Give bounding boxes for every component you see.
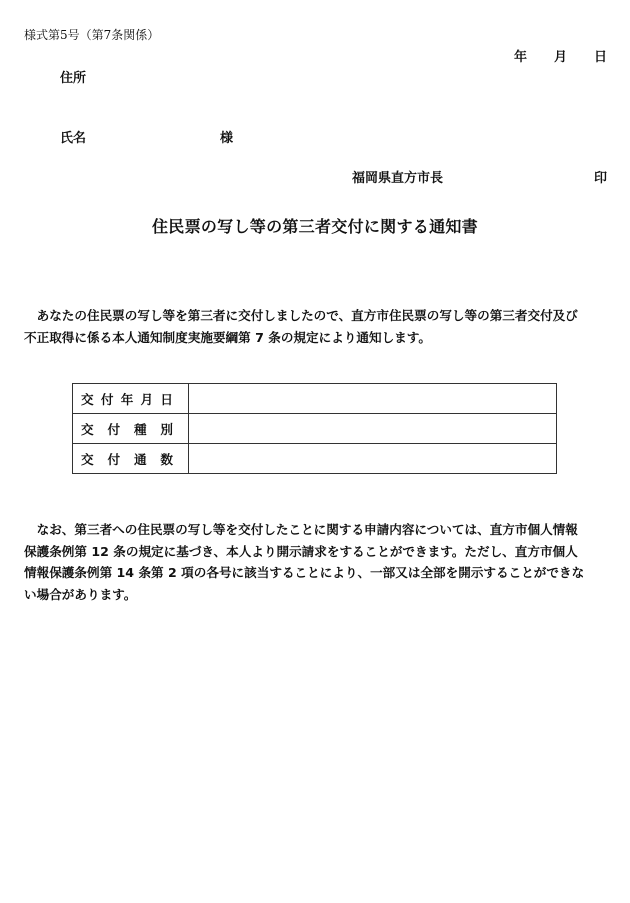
date-day-label: 日: [594, 50, 608, 65]
label-char: 日: [160, 392, 173, 407]
table-row: [73, 384, 557, 414]
issue-date-value: [189, 384, 557, 414]
label-char: 月: [140, 392, 154, 407]
table-row: [73, 444, 557, 474]
note-line: 情報保護条例第 14 条第 2 項の各号に該当することにより、一部又は全部を開示することができな: [24, 565, 585, 580]
note-paragraph: [24, 519, 608, 605]
issue-type-value: [189, 414, 557, 444]
issue-type-label: [73, 414, 189, 444]
label-char: 別: [160, 422, 173, 437]
date-month-label: 月: [554, 50, 568, 65]
label-char: 付: [107, 422, 121, 437]
issue-count-label: [73, 444, 189, 474]
note-line: い場合があります。: [24, 586, 137, 602]
address-label: 住所: [60, 71, 87, 86]
issue-date-label: [73, 384, 189, 414]
name-label: 氏名: [60, 131, 87, 146]
table-row: [73, 414, 557, 444]
label-char: 種: [133, 422, 147, 437]
issuance-info-table: [72, 383, 557, 474]
label-char: 付: [107, 452, 121, 467]
intro-line: あなたの住民票の写し等を第三者に交付しましたので、直方市住民票の写し等の第三者交付及び: [24, 308, 578, 323]
form-number-label: 様式第5号（第7条関係）: [24, 28, 160, 42]
label-char: 付: [100, 392, 114, 407]
issue-count-value: [189, 444, 557, 474]
label-char: 年: [120, 392, 134, 407]
label-char: 交: [81, 422, 94, 437]
label-char: 交: [81, 392, 94, 407]
label-char: 通: [133, 452, 147, 467]
issuer-name: 福岡県直方市長: [352, 171, 444, 186]
honorific-label: 様: [220, 131, 234, 146]
label-char: 交: [81, 452, 94, 467]
date-year-label: 年: [514, 50, 528, 65]
intro-line: 不正取得に係る本人通知制度実施要綱第 7 条の規定により通知します。: [24, 329, 431, 345]
note-line: 保護条例第 12 条の規定に基づき、本人より開示請求をすることができます。ただし、直方市個人: [24, 543, 578, 559]
intro-paragraph: [24, 305, 608, 348]
document-title: 住民票の写し等の第三者交付に関する通知書: [151, 217, 478, 236]
label-char: 数: [160, 452, 173, 467]
note-line: なお、第三者への住民票の写し等を交付したことに関する申請内容については、直方市個人情報: [24, 522, 578, 537]
seal-mark: 印: [594, 171, 608, 186]
